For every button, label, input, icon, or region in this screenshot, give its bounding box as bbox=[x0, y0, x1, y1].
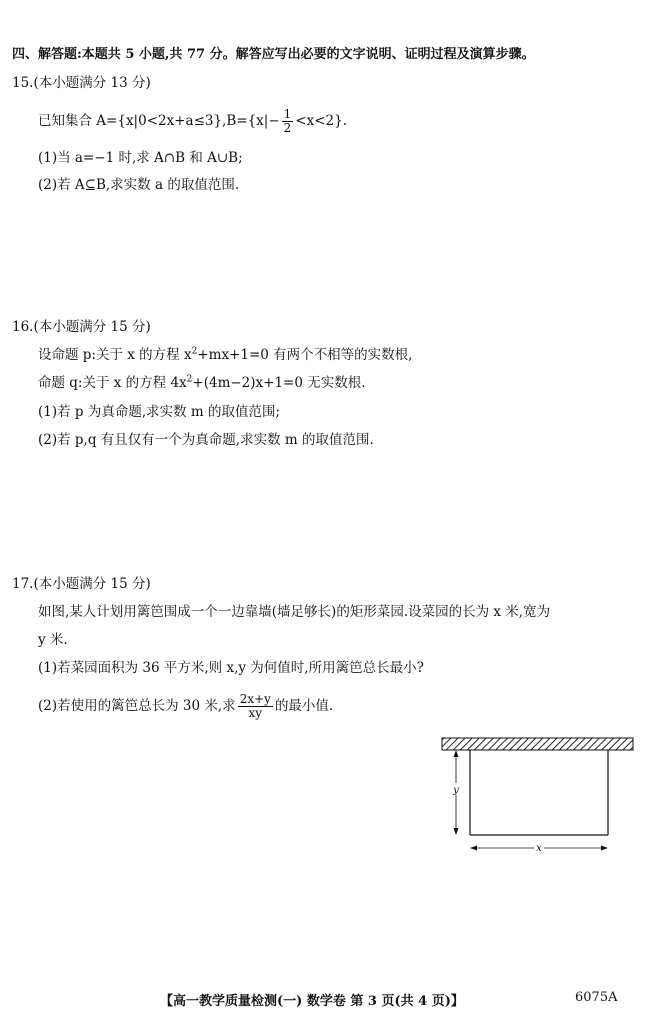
garden-figure bbox=[430, 730, 640, 860]
x-arrow-right bbox=[601, 846, 608, 851]
wall-hatch bbox=[442, 738, 633, 750]
q17-score: (本小题满分 15 分) bbox=[33, 576, 151, 592]
q17-fraction bbox=[238, 693, 273, 720]
q16-prop-p-b: +mx+1=0 有两个不相等的实数根, bbox=[197, 347, 413, 363]
q16-prop-q-sup: 2 bbox=[186, 374, 193, 385]
y-arrow-bottom bbox=[454, 828, 459, 835]
q16-prop-p-sup: 2 bbox=[191, 346, 198, 357]
q15-stem-b: <x<2}. bbox=[295, 113, 348, 129]
q17-number: 17. bbox=[12, 576, 34, 592]
q16-part2: (2)若 p,q 有且仅有一个为真命题,求实数 m 的取值范围. bbox=[38, 432, 374, 448]
x-label: x bbox=[536, 843, 542, 854]
y-label: y bbox=[453, 785, 459, 796]
q15-part1: (1)当 a=−1 时,求 A∩B 和 A∪B; bbox=[38, 150, 243, 166]
x-arrow-left bbox=[470, 846, 477, 851]
q15-part2: (2)若 A⊆B,求实数 a 的取值范围. bbox=[38, 177, 240, 193]
q16-part1: (1)若 p 为真命题,求实数 m 的取值范围; bbox=[38, 404, 281, 420]
q16-prop-q-a: 命题 q:关于 x 的方程 4x bbox=[38, 375, 187, 391]
q15-stem-a: 已知集合 A={x|0<2x+a≤3},B={x|− bbox=[38, 113, 280, 129]
q17-part1: (1)若菜园面积为 36 平方米,则 x,y 为何值时,所用篱笆总长最小? bbox=[38, 660, 424, 676]
q15-score: (本小题满分 13 分) bbox=[33, 75, 151, 91]
q16-score: (本小题满分 15 分) bbox=[33, 319, 151, 335]
q15-frac-num: 1 bbox=[283, 107, 292, 121]
y-arrow-top bbox=[454, 750, 459, 757]
q17-header bbox=[12, 575, 151, 593]
q17-stem-line1: 如图,某人计划用篱笆围成一个一边靠墙(墙足够长)的矩形菜园.设菜园的长为 x 米,宽为 bbox=[38, 604, 551, 620]
q15-fraction bbox=[282, 108, 294, 135]
q15-number: 15. bbox=[12, 75, 34, 91]
q15-header bbox=[12, 74, 151, 92]
q17-part2-b: 的最小值. bbox=[274, 698, 334, 714]
q15-frac-den: 2 bbox=[283, 121, 292, 135]
footer-code: 6075A bbox=[575, 990, 618, 1005]
q16-prop-q bbox=[38, 374, 366, 392]
q17-frac-num: 2x+y bbox=[239, 692, 271, 706]
q17-stem-line2: y 米. bbox=[38, 632, 68, 648]
q17-part2-a: (2)若使用的篱笆总长为 30 米,求 bbox=[38, 698, 236, 714]
q16-prop-p bbox=[38, 346, 412, 364]
q16-header bbox=[12, 318, 151, 336]
q16-number: 16. bbox=[12, 319, 34, 335]
section-heading: 四、解答题:本题共 5 小题,共 77 分。解答应写出必要的文字说明、证明过程及演算步骤。 bbox=[12, 47, 535, 62]
q16-prop-p-a: 设命题 p:关于 x 的方程 x bbox=[38, 347, 192, 363]
footer-title: 【高一教学质量检测(一) 数学卷 第 3 页(共 4 页)】 bbox=[160, 994, 464, 1009]
q17-frac-den: xy bbox=[248, 706, 263, 720]
q17-part2 bbox=[38, 693, 333, 720]
q16-prop-q-b: +(4m−2)x+1=0 无实数根. bbox=[192, 375, 366, 391]
q15-stem bbox=[38, 108, 347, 135]
